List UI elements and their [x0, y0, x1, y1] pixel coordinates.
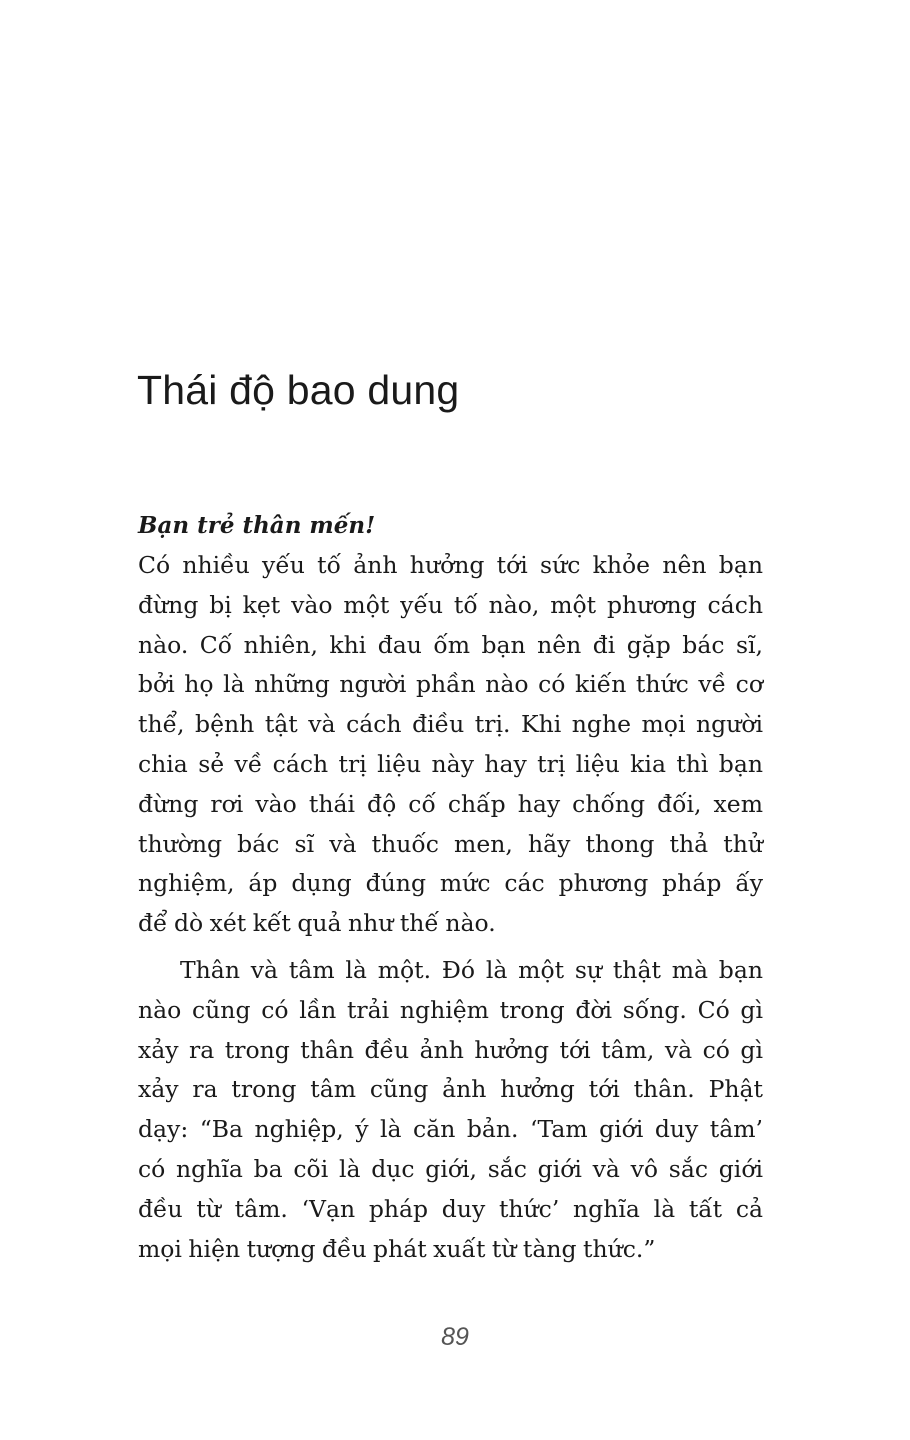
salutation: Bạn trẻ thân mến!	[138, 512, 376, 539]
paragraph-line: dạy: “Ba nghiệp, ý là căn bản. ‘Tam giới duy tâm’	[138, 1115, 763, 1144]
paragraph-line: mọi hiện tượng đều phát xuất từ tàng thức.”	[138, 1234, 656, 1263]
paragraph-2	[138, 951, 763, 1269]
chapter-body	[138, 510, 763, 1269]
paragraph-line: bởi họ là những người phần nào có kiến thức về cơ	[138, 670, 763, 699]
paragraph-line: đều từ tâm. ‘Vạn pháp duy thức’ nghĩa là tất cả	[138, 1194, 763, 1223]
paragraph-line: để dò xét kết quả như thế nào.	[138, 909, 496, 938]
page-number: 89	[441, 1323, 469, 1351]
paragraph-line: đừng rơi vào thái độ cố chấp hay chống đối, xem	[138, 789, 763, 818]
paragraph-line: thường bác sĩ và thuốc men, hãy thong thả thử	[138, 829, 763, 858]
paragraph-line: thể, bệnh tật và cách điều trị. Khi nghe mọi người	[138, 710, 763, 739]
paragraph-line: nào. Cố nhiên, khi đau ốm bạn nên đi gặp bác sĩ,	[138, 630, 763, 659]
chapter-title: Thái độ bao dung	[137, 367, 460, 413]
paragraph-line: nào cũng có lần trải nghiệm trong đời sống. Có gì	[138, 995, 763, 1024]
paragraph-line: có nghĩa ba cõi là dục giới, sắc giới và vô sắc giới	[138, 1154, 763, 1183]
paragraph-line: xảy ra trong tâm cũng ảnh hưởng tới thân. Phật	[138, 1075, 763, 1104]
paragraph-1	[138, 546, 763, 944]
paragraph-line: Thân và tâm là một. Đó là một sự thật mà bạn	[180, 955, 763, 984]
paragraph-line: Có nhiều yếu tố ảnh hưởng tới sức khỏe nên bạn	[138, 551, 763, 579]
paragraph-line: xảy ra trong thân đều ảnh hưởng tới tâm, và có gì	[138, 1035, 763, 1064]
paragraph-line: nghiệm, áp dụng đúng mức các phương pháp ấy	[138, 869, 763, 898]
paragraph-line: đừng bị kẹt vào một yếu tố nào, một phương cách	[138, 590, 763, 619]
paragraph-line: chia sẻ về cách trị liệu này hay trị liệu kia thì bạn	[138, 749, 763, 778]
